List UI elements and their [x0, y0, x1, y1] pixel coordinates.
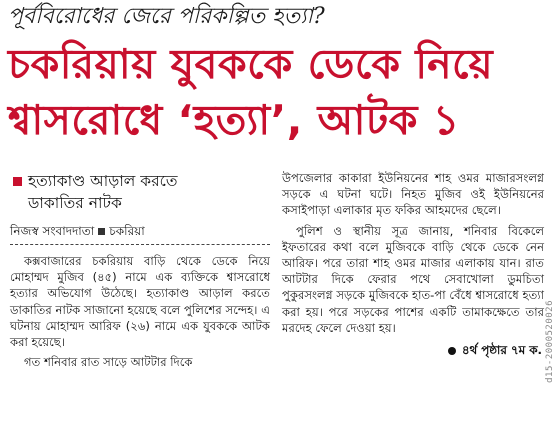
body-paragraph: কক্সবাজারের চকরিয়ায় বাড়ি থেকে ডেকে নিয়ে মোহাম্মদ মুজিব (৪৫) নামে এক ব্যক্তিকে শ্বাসরোধে হত্যার অভিযোগ উঠেছে। হত্যাকাণ্ড আড়াল করতে ডাকাতির নাটক সাজানো হয়েছে বলে পুলিশের সন্দেহ। এ ঘটনায় মোহাম্মদ আরিফ (২৬) নামে এক যুবককে আটক করা হয়েছে। — [10, 254, 270, 350]
dashed-divider — [10, 244, 270, 245]
body-paragraph: গত শনিবার রাত সাড়ে আটটার দিকে — [24, 355, 193, 370]
bullet-dot-icon — [448, 347, 456, 355]
subheading-line-1: হত্যাকাণ্ড আড়াল করতে — [28, 172, 178, 190]
left-column — [10, 170, 270, 374]
square-separator-icon — [98, 228, 105, 235]
headline-line-2: শ্বাসরোধে ‘হত্যা’, আটক ১ — [8, 96, 460, 144]
right-column — [282, 170, 544, 358]
byline-reporter: নিজস্ব সংবাদদাতা — [10, 224, 95, 238]
headline — [8, 36, 538, 148]
byline-location: চকরিয়া — [109, 224, 145, 238]
red-square-bullet-icon — [13, 177, 22, 186]
kicker-line: পূর্ববিরোধের জেরে পরিকল্পিত হত্যা? — [8, 4, 325, 29]
subheading — [10, 170, 270, 214]
side-code: d15-2000520026 — [545, 300, 555, 383]
headline-line-1: চকরিয়ায় যুবককে ডেকে নিয়ে — [8, 40, 494, 88]
continued-label: ৪র্থ পৃষ্ঠার ৭ম ক. — [461, 343, 542, 358]
subheading-line-2: ডাকাতির নাটক — [28, 194, 122, 212]
byline — [10, 222, 270, 240]
continued-on-page — [282, 342, 544, 358]
body-paragraph: উপজেলার কাকারা ইউনিয়নের শাহ ওমর মাজারসংলগ্ন সড়কে এ ঘটনা ঘটে। নিহত মুজিব ওই ইউনিয়নের কসাইপাড়া এলাকার মৃত ফকির আহমদের ছেলে। — [282, 171, 544, 218]
body-paragraph: পুলিশ ও স্থানীয় সূত্র জানায়, শনিবার বিকেলে ইফতারের কথা বলে মুজিবকে বাড়ি থেকে ডেকে নেন আরিফ। পরে তারা শাহ ওমর মাজার এলাকায় যান। রাত আটটার দিকে ফেরার পথে সেবাখোলা ডুমচিতা পুকুরসংলগ্ন সড়কে মুজিবকে হাত-পা বেঁধে শ্বাসরোধে হত্যা করা হয়। পরে সড়কের পাশের একটি তামাকক্ষেতে তার মরদেহ ফেলে দেওয়া হয়। — [282, 223, 544, 335]
body-left — [10, 253, 270, 370]
